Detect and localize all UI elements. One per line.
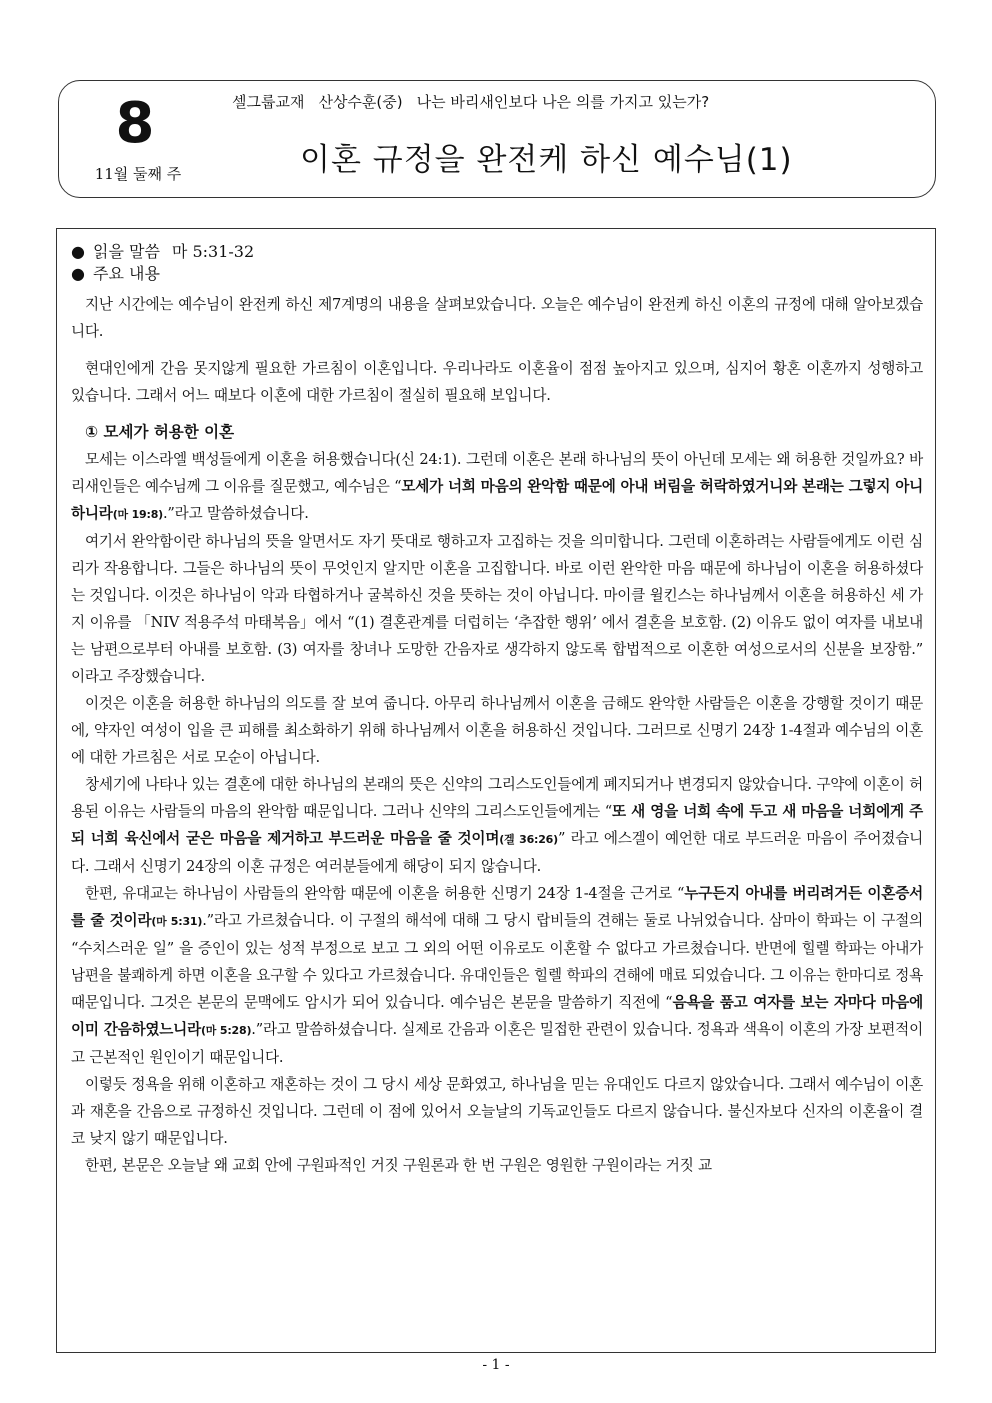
scripture-reference: (마 19:8): [112, 508, 163, 521]
main-content-line: [71, 263, 923, 285]
series-name: 산상수훈(중): [318, 93, 403, 111]
reading-line: [71, 241, 923, 263]
bullet-icon: ●: [71, 242, 85, 261]
body-paragraph-2: 여기서 완악함이란 하나님의 뜻을 알면서도 자기 뜻대로 행하고자 고집하는 것을 의미합니다. 그런데 이혼하려는 사람들에게도 이런 심리가 작용합니다. 그들은 하나님의 뜻이 무엇인지 알지만 이혼을 고집합니다. 바로 이런 완악한 마음 때문에 하나님이 이혼을 허용하셨다는 것입니다. 이것은 하나님이 악과 타협하거나 굴복하신 것을 뜻하는 것이 아닙니다. 마이클 윌킨스는 하나님께서 이혼을 허용하신 세 가지 이유를 「NIV 적용주석 마태복음」에서 “(1) 결혼관계를 더럽히는 ‘추잡한 행위’ 에서 결혼을 보호함. (2) 이유도 없이 여자를 내보내는 남편으로부터 아내를 보호함. (3) 여자를 창녀나 도망한 간음자로 생각하지 않도록 합법적으로 이혼한 여성으로서의 신분을 보장함.” 이라고 주장했습니다.: [71, 533, 923, 685]
body-paragraph-5: 한편, 유대교는 하나님이 사람들의 완악함 때문에 이혼을 허용한 신명기 24장 1-4절을 근거로 “누구든지 아내를 버리려거든 이혼증서를 줄 것이라(마 5:31).”라고 가르쳤습니다. 이 구절의 해석에 대해 그 당시 랍비들의 견해는 둘로 나뉘었습니다. 삼마이 학파는 이 구절의 “수치스러운 일” 을 증인이 있는 성적 부정으로 보고 그 외의 어떤 이유로도 이혼할 수 없다고 가르쳤습니다. 반면에 힐렐 학파는 아내가 남편을 불쾌하게 하면 이혼을 요구할 수 있다고 가르쳤습니다. 유대인들은 힐렐 학파의 견해에 매료 되었습니다. 그 이유는 한마디로 정욕 때문입니다. 그것은 본문의 문맥에도 암시가 되어 있습니다. 예수님은 본문을 말씀하기 직전에 “음욕을 품고 여자를 보는 자마다 마음에 이미 간음하였느니라(마 5:28).”라고 말씀하셨습니다. 실제로 간음과 이혼은 밀접한 관련이 있습니다. 정욕과 색욕이 이혼의 가장 보편적이고 근본적인 원인이기 때문입니다.: [71, 885, 923, 1066]
reading-label: 읽을 말씀: [93, 242, 160, 261]
bullet-icon: ●: [71, 264, 85, 283]
scripture-quote: 모세가 너희 마음의 완악함 때문에 아내 버림을 허락하였거니와 본래는 그렇지 아니하니라(마 19:8): [71, 478, 924, 522]
body-paragraph-6: 이렇듯 정욕을 위해 이혼하고 재혼하는 것이 그 당시 세상 문화였고, 하나님을 믿는 유대인도 다르지 않았습니다. 그래서 예수님이 이혼과 재혼을 간음으로 규정하신 것입니다. 그런데 이 점에 있어서 오늘날의 기독교인들도 다르지 않습니다. 불신자보다 신자의 이혼율이 결코 낮지 않기 때문입니다.: [71, 1076, 923, 1147]
section-heading: ① 모세가 허용한 이혼: [85, 423, 235, 441]
scripture-quote: 누구든지 아내를 버리려거든 이혼증서를 줄 것이라(마 5:31): [71, 885, 923, 929]
lesson-week: 11월 둘째 주: [94, 165, 182, 183]
lesson-number: 8: [115, 91, 155, 156]
body-paragraph-4: 창세기에 나타나 있는 결혼에 대한 하나님의 본래의 뜻은 신약의 그리스도인들에게 폐지되거나 변경되지 않았습니다. 구약에 이혼이 허용된 이유는 사람들의 마음의 완악함 때문입니다. 그러나 신약의 그리스도인들에게는 “또 새 영을 너희 속에 두고 새 마음을 너희에게 주되 너희 육신에서 굳은 마음을 제거하고 부드러운 마음을 줄 것이며(겔 36:26)” 라고 에스겔이 예언한 대로 부드러운 마음이 주어졌습니다. 그래서 신명기 24장의 이혼 규정은 여러분들에게 해당이 되지 않습니다.: [71, 776, 923, 875]
scripture-reference: (마 5:31): [151, 915, 203, 928]
body-paragraph-1: 모세는 이스라엘 백성들에게 이혼을 허용했습니다(신 24:1). 그런데 이혼은 본래 하나님의 뜻이 아닌데 모세는 왜 허용한 것일까요? 바리새인들은 예수님께 그 이유를 질문했고, 예수님은 “모세가 너희 마음의 완악함 때문에 아내 버림을 허락하였거니와 본래는 그렇지 아니하니라(마 19:8).”라고 말씀하셨습니다.: [71, 451, 924, 522]
scripture-reference: (겔 36:26): [499, 833, 558, 846]
body-paragraph-7: 한편, 본문은 오늘날 왜 교회 안에 구원파적인 거짓 구원론과 한 번 구원은 영원한 구원이라는 거짓 교: [85, 1157, 712, 1174]
scripture-quote: 음욕을 품고 여자를 보는 자마다 마음에 이미 간음하였느니라(마 5:28): [71, 994, 923, 1038]
intro-paragraph-1: 지난 시간에는 예수님이 완전케 하신 제7계명의 내용을 살펴보았습니다. 오늘은 예수님이 완전케 하신 이혼의 규정에 대해 알아보겠습니다.: [71, 296, 923, 340]
lesson-title: 이혼 규정을 완전케 하신 예수님(1): [300, 142, 793, 178]
content-box: [56, 228, 936, 1353]
series-label: 셀그룹교재: [232, 93, 305, 111]
intro-paragraph-2: 현대인에게 간음 못지않게 필요한 가르침이 이혼입니다. 우리나라도 이혼율이 점점 높아지고 있으며, 심지어 황혼 이혼까지 성행하고 있습니다. 그래서 어느 때보다 이혼에 대한 가르침이 절실히 필요해 보입니다.: [71, 360, 923, 404]
page-number: - 1 -: [482, 1357, 510, 1373]
series-question: 나는 바리새인보다 나은 의를 가지고 있는가?: [416, 93, 710, 111]
body-paragraph-3: 이것은 이혼을 허용한 하나님의 의도를 잘 보여 줍니다. 아무리 하나님께서 이혼을 금해도 완악한 사람들은 이혼을 강행할 것이기 때문에, 약자인 여성이 입을 큰 피해를 최소화하기 위해 하나님께서 이혼을 허용하신 것입니다. 그러므로 신명기 24장 1-4절과 예수님의 이혼에 대한 가르침은 서로 모순이 아닙니다.: [71, 695, 923, 766]
reading-reference: 마 5:31-32: [171, 242, 255, 261]
scripture-reference: (마 5:28): [200, 1024, 252, 1037]
main-content-label: 주요 내용: [93, 264, 160, 283]
scripture-quote: 또 새 영을 너희 속에 두고 새 마음을 너희에게 주되 너희 육신에서 굳은 마음을 제거하고 부드러운 마음을 줄 것이며(겔 36:26): [71, 803, 923, 847]
series-line: [232, 92, 723, 112]
